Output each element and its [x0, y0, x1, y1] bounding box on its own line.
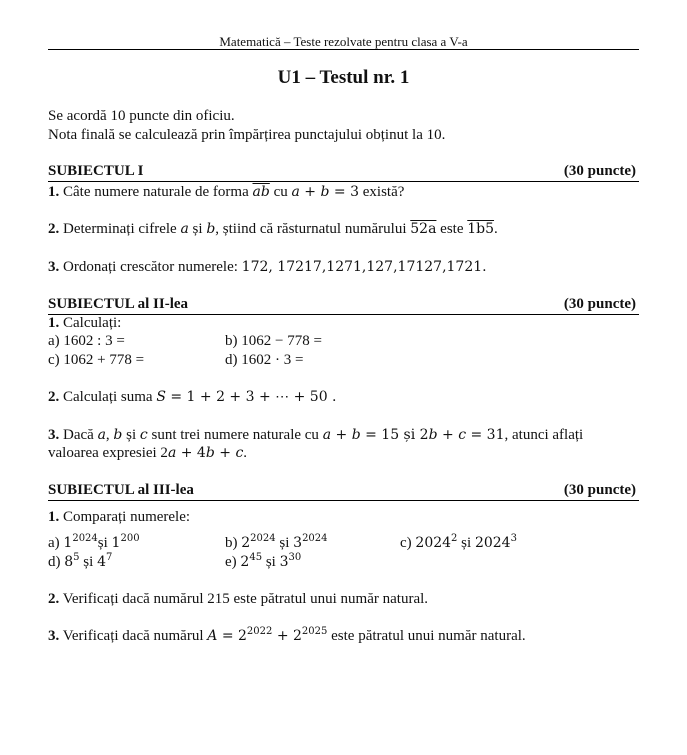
section-2-title: SUBIECTUL al II-lea	[48, 296, 189, 312]
s3-q1-c: c) 2024$^2$ și 2024$^3$	[400, 533, 517, 551]
s3-q1-d: d) $8^5$ și $4^7$	[48, 552, 113, 570]
s1-question-2: 2. Determinați cifrele a și b, știind că răsturnatul numărului 52a este 1b5.	[48, 221, 498, 237]
s2-question-2: 2. Calculați suma S = 1 + 2 + 3 + ⋯ + 50 .	[48, 389, 337, 405]
s3-q1-b: b) $2^{2024}$ și $3^{2024}$	[225, 533, 328, 551]
s2-question-1-label: 1. Calculați:	[48, 315, 122, 331]
intro-line-1: Se acordă 10 puncte din oficiu.	[48, 108, 235, 124]
test-title: U1 – Testul nr. 1	[277, 67, 410, 88]
s2-question-3-line-2: valoarea expresiei 2a + 4b + c.	[48, 445, 248, 461]
s2-q1-a: a) 1602 : 3 =	[48, 333, 125, 349]
header-rule	[48, 49, 639, 50]
section-3-title: SUBIECTUL al III-lea	[48, 482, 194, 498]
section-2-points: (30 puncte)	[563, 296, 636, 312]
s3-q1-a: a) $1^{2024}și$ $1^{200}$	[48, 533, 140, 551]
section-3-points: (30 puncte)	[563, 482, 636, 498]
section-1-rule	[48, 181, 639, 182]
s3-question-1-label: 1. Comparați numerele:	[48, 509, 191, 525]
intro-line-2: Nota finală se calculează prin împărțirea punctajului obținut la 10.	[48, 127, 446, 143]
section-3-rule	[48, 500, 639, 501]
section-2-rule	[48, 314, 639, 315]
s2-question-3-line-1: 3. Dacă a, b și c sunt trei numere naturale cu a + b = 15 și 2b + c = 31, atunci aflați	[48, 427, 584, 443]
s2-q1-b: b) 1062 − 778 =	[225, 333, 322, 349]
s2-q1-c: c) 1062 + 778 =	[48, 352, 145, 368]
page-header: Matematică – Teste rezolvate pentru clasa a V-a	[219, 34, 468, 49]
s3-question-3: 3. Verificați dacă numărul $A = 2^{2022} + 2^{2025}$ este pătratul unui număr natural.	[48, 626, 526, 644]
s1-question-3: 3. Ordonați crescător numerele: 172, 17217,1271,127,17127,1721.	[48, 259, 487, 275]
section-1-points: (30 puncte)	[563, 163, 636, 179]
s1-question-1: 1. Câte numere naturale de forma $\overline{ab}$ cu a + b = 3 există?	[48, 184, 405, 200]
section-1-title: SUBIECTUL I	[48, 163, 144, 179]
s3-question-2: 2. Verificați dacă numărul 215 este pătratul unui număr natural.	[48, 591, 429, 607]
s2-q1-d: d) 1602 · 3 =	[225, 352, 304, 368]
s3-q1-e: e) $2^{45}$ și $3^{30}$	[225, 552, 302, 570]
